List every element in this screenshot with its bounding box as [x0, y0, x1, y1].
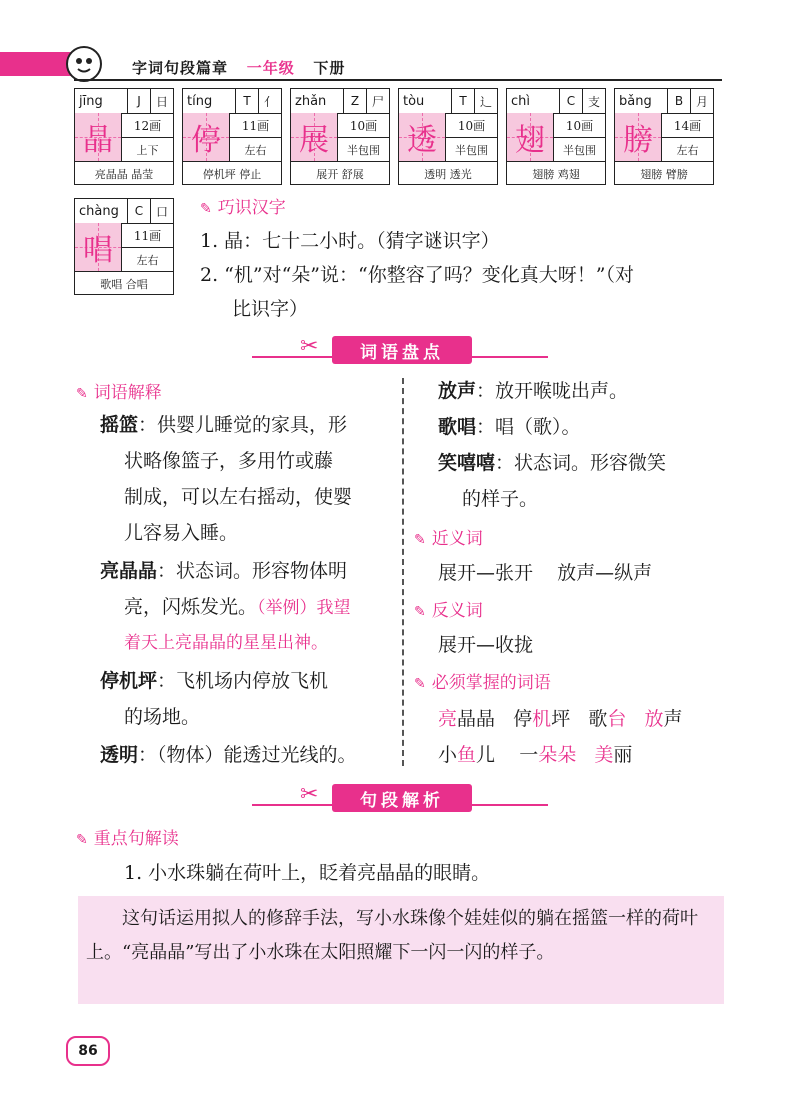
character: 翅 — [507, 113, 554, 161]
char-card — [74, 198, 174, 295]
initial-letter: Z — [343, 89, 366, 113]
pinyin: chì — [511, 93, 530, 109]
jinyi-text: 展开—张开 放声—纵声 — [438, 562, 653, 584]
char-card — [506, 88, 606, 185]
wrench-icon: ✂ — [300, 782, 319, 807]
page-number: 86 — [66, 1036, 110, 1066]
section-title-juduan: 句段解析 — [332, 784, 472, 812]
pencil-icon: ✎ — [414, 532, 426, 548]
character: 膀 — [615, 113, 662, 161]
def-tingjiping: 停机坪：飞机场内停放飞机 — [100, 670, 329, 692]
pencil-icon: ✎ — [200, 201, 212, 217]
fanyi-title: ✎ 反义词 — [414, 601, 483, 621]
char-card — [182, 88, 282, 185]
stroke-count: 10画 — [554, 113, 605, 138]
radical: 辶 — [474, 89, 497, 113]
def-xiaoxixi-2: 的样子。 — [462, 488, 539, 510]
pinyin: bǎng — [619, 93, 652, 109]
pencil-icon: ✎ — [76, 386, 88, 402]
radical: 亻 — [258, 89, 281, 113]
def-liangjingjing-2: 亮，闪烁发光。（举例）我望 — [124, 596, 351, 618]
initial-letter: B — [667, 89, 690, 113]
example-words: 停机坪 停止 — [183, 161, 281, 185]
qiaoshi-line-3: 比识字） — [232, 298, 309, 320]
stroke-count: 11画 — [230, 113, 281, 138]
analysis-text: 这句话运用拟人的修辞手法，写小水珠像个娃娃似的躺在摇篮一样的荷叶上。“亮晶晶”写出了小水珠在太阳照耀下一闪一闪的样子。 — [86, 908, 698, 963]
def-liangjingjing-example: 着天上亮晶晶的星星出神。 — [124, 633, 328, 653]
example-words: 透明 透光 — [399, 161, 497, 185]
initial-letter: T — [235, 89, 258, 113]
grade-label: 一年级 — [246, 59, 295, 77]
structure: 半包围 — [563, 143, 596, 157]
def-yaolan-4: 儿容易入睡。 — [124, 522, 239, 544]
def-yaolan: 摇篮：供婴儿睡觉的家具，形 — [100, 414, 348, 436]
radical: 日 — [150, 89, 173, 113]
radical: 月 — [690, 89, 713, 113]
structure: 左右 — [244, 143, 267, 157]
ciyu-title: ✎ 词语解释 — [76, 383, 162, 403]
char-card — [290, 88, 390, 185]
example-words: 翅膀 臂膀 — [615, 161, 713, 185]
qiaoshi-line-2: 2. “机”对“朵”说：“你整容了吗？变化真大呀！”（对 — [200, 264, 634, 286]
radical: 尸 — [366, 89, 389, 113]
character: 透 — [399, 113, 446, 161]
section-banner-ciyu — [252, 334, 548, 366]
structure: 左右 — [136, 253, 159, 267]
wrench-icon: ✂ — [300, 334, 319, 359]
stroke-count: 10画 — [338, 113, 389, 138]
section-banner-juduan — [252, 782, 548, 814]
fanyi-text: 展开—收拢 — [438, 634, 534, 656]
qiaoshi-title: ✎ 巧识汉字 — [200, 198, 286, 218]
def-xiaoxixi: 笑嘻嘻：状态词。形容微笑 — [438, 452, 667, 474]
structure: 左右 — [676, 143, 699, 157]
pencil-icon: ✎ — [414, 676, 426, 692]
initial-letter: J — [127, 89, 150, 113]
radical: 口 — [150, 199, 173, 223]
mascot-icon — [66, 46, 102, 82]
stroke-count: 12画 — [122, 113, 173, 138]
example-words: 歌唱 合唱 — [75, 271, 173, 295]
section-title-ciyu: 词语盘点 — [332, 336, 472, 364]
char-card — [74, 88, 174, 185]
character: 停 — [183, 113, 230, 161]
character: 唱 — [75, 223, 122, 271]
def-yaolan-3: 制成，可以左右摇动，使婴 — [124, 486, 353, 508]
pinyin: tíng — [187, 93, 213, 109]
jiedu-title: ✎ 重点句解读 — [76, 829, 179, 849]
pinyin: jīng — [79, 93, 103, 109]
initial-letter: C — [559, 89, 582, 113]
char-card — [614, 88, 714, 185]
pinyin: chàng — [79, 203, 119, 219]
character: 展 — [291, 113, 338, 161]
example-words: 翅膀 鸡翅 — [507, 161, 605, 185]
volume-label: 下册 — [313, 59, 346, 77]
column-divider — [402, 378, 404, 766]
def-touming: 透明：（物体）能透过光线的。 — [100, 744, 357, 766]
header-divider — [74, 79, 722, 81]
radical: 支 — [582, 89, 605, 113]
stroke-count: 10画 — [446, 113, 497, 138]
pencil-icon: ✎ — [76, 832, 88, 848]
stroke-count: 14画 — [662, 113, 713, 138]
stroke-count: 11画 — [122, 223, 173, 248]
def-fangsheng: 放声：放开喉咙出声。 — [438, 380, 629, 402]
structure: 上下 — [136, 143, 159, 157]
bixu-title: ✎ 必须掌握的词语 — [414, 673, 551, 693]
def-yaolan-2: 状略像篮子，多用竹或藤 — [124, 450, 334, 472]
pinyin: zhǎn — [295, 93, 327, 109]
character: 晶 — [75, 113, 122, 161]
def-gechang: 歌唱：唱（歌）。 — [438, 416, 581, 438]
char-card — [398, 88, 498, 185]
structure: 半包围 — [347, 143, 380, 157]
initial-letter: C — [127, 199, 150, 223]
pencil-icon: ✎ — [414, 604, 426, 620]
initial-letter: T — [451, 89, 474, 113]
bixu-row-2: 小鱼儿 一朵朵 美丽 — [438, 744, 633, 766]
pinyin: tòu — [403, 93, 425, 109]
def-tingjiping-2: 的场地。 — [124, 706, 201, 728]
example-words: 亮晶晶 晶莹 — [75, 161, 173, 185]
def-liangjingjing: 亮晶晶：状态词。形容物体明 — [100, 560, 348, 582]
book-title: 字词句段篇章 一年级 下册 — [132, 59, 346, 77]
bixu-row-1: 亮晶晶 停机坪 歌台 放声 — [438, 708, 683, 730]
structure: 半包围 — [455, 143, 488, 157]
jinyi-title: ✎ 近义词 — [414, 529, 483, 549]
qiaoshi-line-1: 1. 晶：七十二小时。（猜字谜识字） — [200, 230, 500, 252]
example-words: 展开 舒展 — [291, 161, 389, 185]
key-sentence: 1. 小水珠躺在荷叶上，眨着亮晶晶的眼睛。 — [124, 862, 491, 884]
